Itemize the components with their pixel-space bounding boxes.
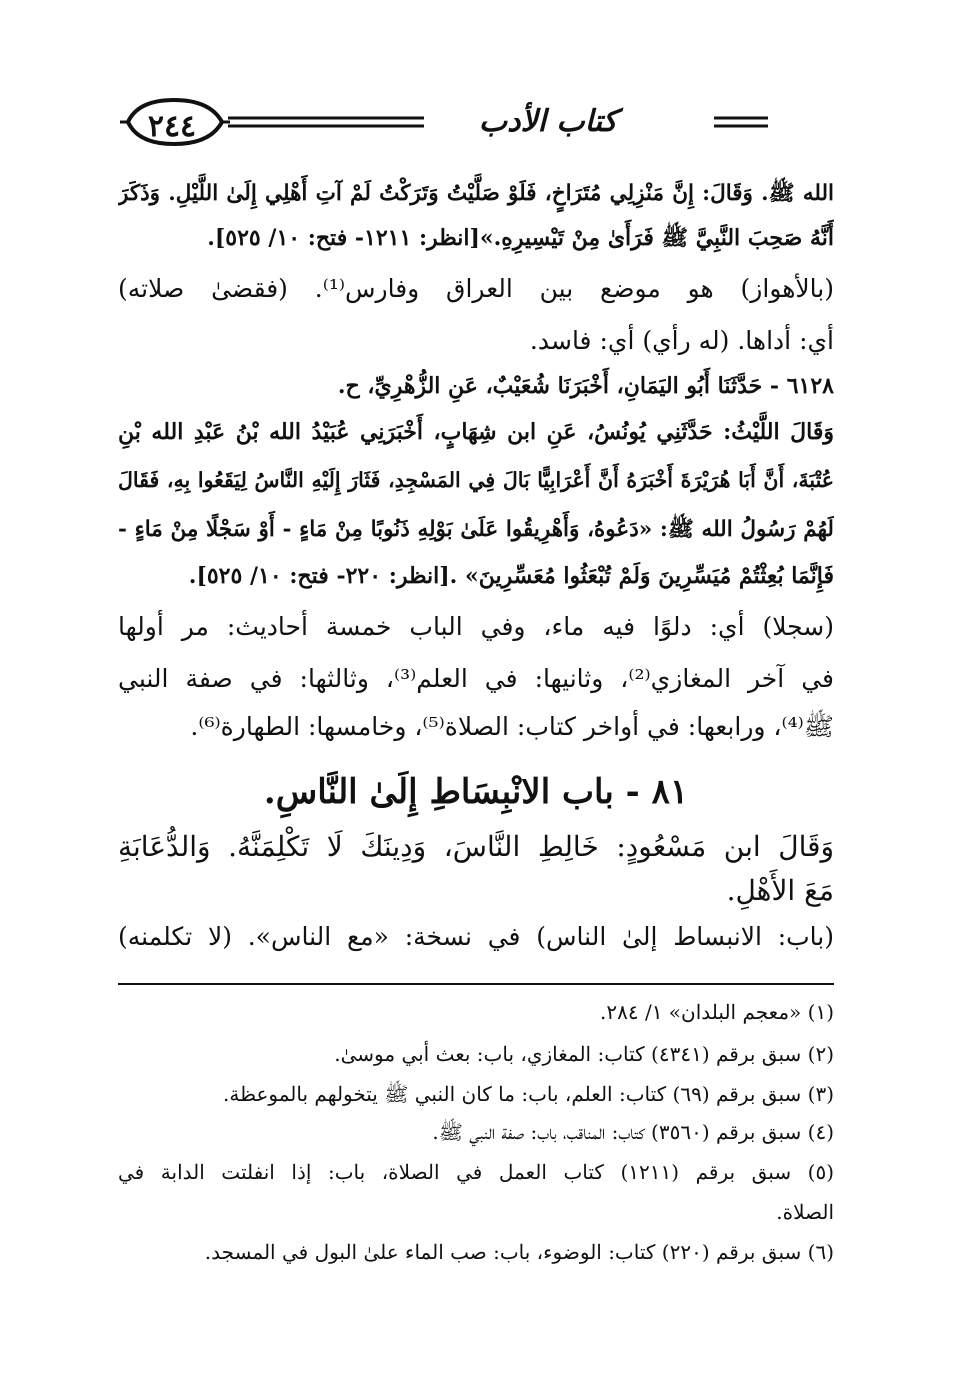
page-number: ٢٤٤	[147, 109, 197, 144]
footnote-separator	[118, 983, 834, 985]
footnote: (٤) سبق برقم (٣٥٦٠) كتاب: المناقب، باب: صفة النبي ﷺ.	[432, 1120, 834, 1144]
hadith-isnad-line: ٦١٢٨ - حَدَّثَنَا أَبُو اليَمَانِ، أَخْبَرَنَا شُعَيْبٌ، عَنِ الزُّهْرِيِّ، ح.	[337, 373, 834, 399]
footnote: الصلاة.	[776, 1200, 834, 1224]
footnote: (١) «معجم البلدان» ١/ ٢٨٤.	[600, 1000, 834, 1024]
footnote: (٢) سبق برقم (٤٣٤١) كتاب: المغازي، باب: بعث أبي موسىٰ.	[334, 1042, 834, 1066]
chapter-quote-line: وَقَالَ ابن مَسْعُودٍ: خَالِطِ النَّاسَ، وَدِينَكَ لَا تَكْلِمَنَّهُ. وَالدُّعَابَةِ	[118, 830, 834, 863]
footnote: (٣) سبق برقم (٦٩) كتاب: العلم، باب: ما كان النبي ﷺ يتخولهم بالموعظة.	[222, 1082, 834, 1106]
commentary-line: في آخر المغازي⁽²⁾، وثانيها: في العلم⁽³⁾، وثالثها: في صفة النبي	[118, 664, 834, 693]
hadith-text-line: وَقَالَ اللَّيْثُ: حَدَّثَنِي يُونُسُ، عَنِ ابن شِهَابٍ، أَخْبَرَنِي عُبَيْدُ الله بْنُ عَبْدِ الله بْنِ	[118, 419, 834, 445]
commentary-line: (بالأهواز) هو موضع بين العراق وفارس⁽¹⁾. (فقضىٰ صلاته)	[118, 274, 834, 303]
hadith-text-line: فَإِنَّمَا بُعِثْتُمْ مُيَسِّرِينَ وَلَمْ تُبْعَثُوا مُعَسِّرِينَ» .[انظر: ٢٢٠- فتح: ١٠/ ٥٢٥].	[188, 563, 834, 589]
running-title: كتاب الأدب	[478, 104, 618, 139]
chapter-heading: ٨١ - باب الانْبِسَاطِ إِلَىٰ النَّاسِ.	[263, 772, 689, 812]
hadith-text-line: عُتْبَةَ، أَنَّ أَبَا هُرَيْرَةَ أَخْبَرَهُ أَنَّ أَعْرَابِيًّا بَالَ فِي المَسْجِدِ، فَثَارَ إِلَيْهِ النَّاسُ لِيَقَعُوا بِهِ، فَقَالَ	[118, 468, 834, 492]
hadith-text-line: أَنَّهُ صَحِبَ النَّبِيَّ ﷺ فَرَأَىٰ مِنْ تَيْسِيرِهِ.»[انظر: ١٢١١- فتح: ١٠/ ٥٢٥].	[207, 225, 834, 251]
footnote: (٥) سبق برقم (١٢١١) كتاب العمل في الصلاة، باب: إذا انفلتت الدابة في	[118, 1160, 834, 1184]
footnote: (٦) سبق برقم (٢٢٠) كتاب: الوضوء، باب: صب الماء علىٰ البول في المسجد.	[204, 1240, 834, 1264]
commentary-line: (باب: الانبساط إلىٰ الناس) في نسخة: «مع الناس». (لا تكلمنه)	[118, 922, 834, 951]
commentary-line: ﷺ⁽⁴⁾، ورابعها: في أواخر كتاب: الصلاة⁽⁵⁾، وخامسها: الطهارة⁽⁶⁾.	[190, 712, 834, 741]
commentary-line: (سجلا) أي: دلوًا فيه ماء، وفي الباب خمسة أحاديث: مر أولها	[118, 612, 834, 641]
hadith-text-line: الله ﷺ. وَقَالَ: إِنَّ مَنْزِلِي مُتَرَاخٍ، فَلَوْ صَلَّيْتُ وَتَرَكْتُ لَمْ آتِ أَهْلِي إِلَىٰ اللَّيْلِ. وَذَكَرَ	[118, 181, 834, 206]
page-header	[118, 96, 834, 158]
chapter-quote-line: مَعَ الأَهْلِ.	[726, 874, 834, 907]
hadith-text-line: لَهُمْ رَسُولُ الله ﷺ: «دَعُوهُ، وَأَهْرِيقُوا عَلَىٰ بَوْلِهِ ذَنُوبًا مِنْ مَاءٍ - أَوْ سَجْلًا مِنْ مَاءٍ -	[118, 517, 834, 542]
commentary-line: أي: أداها. (له رأي) أي: فاسد.	[529, 326, 834, 355]
book-page	[118, 0, 834, 1388]
